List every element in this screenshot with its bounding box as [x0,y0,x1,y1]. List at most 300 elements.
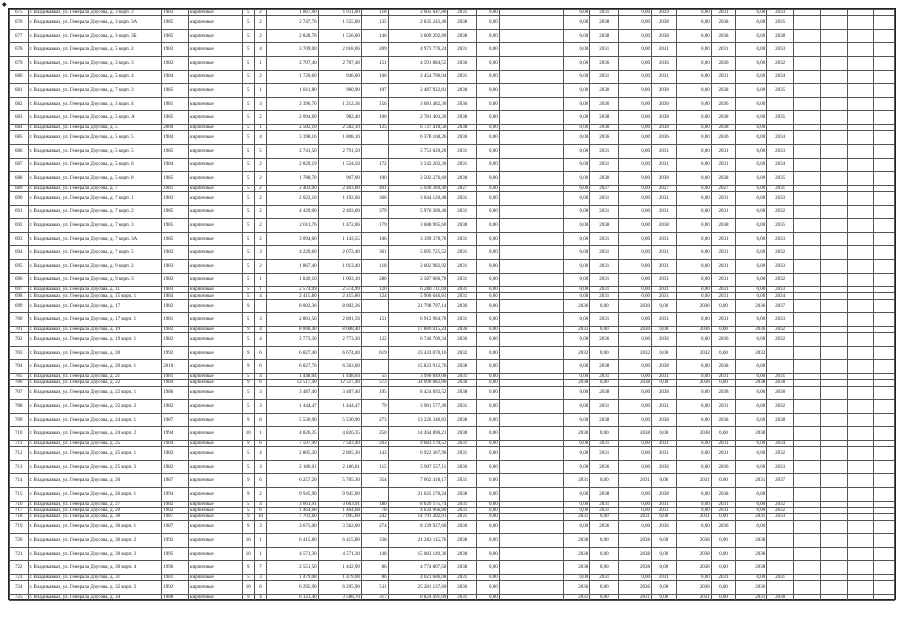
cell-y1: 2038 [448,488,477,502]
cell-cost: 34 090 082,86 [388,380,448,386]
empty-cell [499,427,563,441]
cell-v5: 0,00 [736,97,767,111]
cell-y5: 2038 [767,413,794,427]
empty-cell [794,474,821,488]
cell-v1: 0,00 [477,273,500,287]
cell-v1: 0,00 [477,70,500,84]
cell-v3: 0,00 [619,70,652,84]
cell-y2: 2038 [590,488,619,502]
cell-v5: 2032 [736,346,767,360]
cell-y4: 2038 [711,219,736,233]
cell-cost: 6 912 964,70 [388,313,448,327]
wall-type-cell: кирпичные [189,386,243,400]
empty-cell [794,561,821,575]
cell-people [361,144,388,158]
cell-area2: 1 472,06 [318,219,361,233]
cell-people: 180 [361,501,388,507]
wall-type-cell: кирпичные [189,29,243,43]
empty-cell [820,16,847,30]
empty-cell [847,561,874,575]
cell-y4: 2031 [711,144,736,158]
cell-entr: 4 [254,374,266,380]
cell-y5: 2034 [767,131,794,145]
empty-cell [847,219,874,233]
cell-y5: 2037 [767,299,794,313]
cell-people: 118 [361,10,388,16]
cell-people: 78 [361,507,388,513]
cell-people: 124 [361,293,388,299]
cell-no: 692 [10,219,29,233]
cell-y4: 2038 [711,16,736,30]
cell-y1: 2031 [448,158,477,172]
empty-cell [874,413,895,427]
cell-area2: 6 415,80 [318,534,361,548]
cell-y5: 2032 [767,205,794,219]
cell-v4: 0,00 [676,125,711,131]
cell-v3: 0,00 [619,97,652,111]
cell-v5: 0,00 [736,293,767,299]
cell-no: 712 [10,447,29,461]
cell-v2: 0,00 [563,501,590,507]
cell-v3: 0,00 [619,131,652,145]
empty-cell [847,534,874,548]
cell-y1: 2031 [448,273,477,287]
cell-y4: 2031 [711,232,736,246]
cell-area: 2 801,56 [267,313,318,327]
cell-v4: 0,00 [676,386,711,400]
cell-y5: 2032 [767,326,794,332]
cell-year: 1984 [162,131,189,145]
cell-cost: 21 625 170,24 [388,488,448,502]
cell-y4: 2031 [711,313,736,327]
cell-address: г. Владикавказ, ул. Генерала Дзусова, д. 3 корп. 3А [28,16,162,30]
cell-cost: 3 081 482,30 [388,97,448,111]
cell-people: 143 [361,447,388,461]
cell-y3: 2031 [652,70,677,84]
cell-floors: 5 [242,185,254,191]
cell-v2: 2036 [563,299,590,313]
cell-y3: 2036 [652,460,677,474]
cell-area: 4 420,00 [267,205,318,219]
wall-type-cell: кирпичные [189,313,243,327]
table-row [10,43,895,57]
cell-floors: 5 [242,131,254,145]
cell-v4: 0,00 [676,131,711,145]
cell-v5: 0,00 [736,125,767,131]
cell-v4: 0,00 [676,360,711,374]
cell-area2: 1 524,50 [318,158,361,172]
cell-y4: 2031 [711,10,736,16]
cell-year: 1983 [162,192,189,206]
empty-cell [874,299,895,313]
cell-y3: 0,00 [652,326,677,332]
empty-cell [874,144,895,158]
cell-people: 179 [361,219,388,233]
wall-type-cell: кирпичные [189,219,243,233]
cell-y5: 2035 [767,219,794,233]
cell-v2: 0,00 [563,259,590,273]
cell-cost: 14 264 896,21 [388,427,448,441]
cell-v4: 2036 [676,326,711,332]
wall-type-cell: кирпичные [189,447,243,461]
cell-no: 691 [10,205,29,219]
cell-entr: 4 [254,333,266,347]
cell-v2: 2031 [563,514,590,520]
cell-y1: 2038 [448,547,477,561]
cell-v5: 0,00 [736,43,767,57]
cell-year: 1982 [162,460,189,474]
cell-area2: 4 571,30 [318,547,361,561]
cell-v4: 0,00 [676,232,711,246]
cell-y1: 2038 [448,413,477,427]
cell-floors: 5 [242,246,254,260]
cell-y5: 2033 [767,232,794,246]
cell-address: г. Владикавказ, ул. Генерала Дзусова, д. 7 корп. 3А [28,232,162,246]
empty-cell [794,131,821,145]
cell-address: г. Владикавказ, ул. Генерала Дзусова, д. 30 корп. 2 [28,534,162,548]
cell-y2: 2036 [590,57,619,71]
cell-y2: 0,00 [590,299,619,313]
wall-type-cell: кирпичные [189,144,243,158]
cell-no: 702 [10,333,29,347]
cell-y3: 2038 [652,172,677,186]
cell-area: 7 597,90 [267,441,318,447]
empty-cell [874,400,895,414]
empty-cell [874,70,895,84]
cell-v3: 2036 [619,581,652,595]
cell-no: 697 [10,287,29,293]
cell-people: 286 [361,273,388,287]
cell-v1: 0,00 [477,507,500,513]
cell-entr: 2 [254,172,266,186]
cell-cost: 6 737 418,58 [388,125,448,131]
cell-y5: 2033 [767,287,794,293]
empty-cell [847,386,874,400]
cell-no: 700 [10,313,29,327]
cell-year: 1983 [162,259,189,273]
cell-y3: 2031 [652,259,677,273]
cell-year: 1984 [162,70,189,84]
cell-entr: 4 [254,501,266,507]
cell-v2: 0,00 [563,57,590,71]
cell-v5: 2038 [736,380,767,386]
wall-type-cell: кирпичные [189,287,243,293]
cell-v4: 2038 [676,547,711,561]
cell-no: 698 [10,293,29,299]
empty-cell [847,232,874,246]
cell-no: 716 [10,501,29,507]
cell-no: 696 [10,273,29,287]
cell-year: 1982 [162,273,189,287]
cell-v2: 0,00 [563,520,590,534]
cell-area2: 3 487,40 [318,386,361,400]
cell-no: 711 [10,441,29,447]
empty-cell [847,70,874,84]
cell-area: 1 788,70 [267,172,318,186]
cell-v3: 2038 [619,427,652,441]
empty-cell [499,547,563,561]
cell-v3: 0,00 [619,172,652,186]
cell-v1: 0,00 [477,360,500,374]
table-row [10,594,895,600]
cell-v3: 0,00 [619,84,652,98]
cell-floors: 5 [242,259,254,273]
cell-y2: 2036 [590,97,619,111]
cell-year: 1983 [162,43,189,57]
cell-year: 1988 [162,594,189,600]
empty-cell [499,172,563,186]
wall-type-cell: кирпичные [189,501,243,507]
cell-v4: 0,00 [676,441,711,447]
cell-no: 682 [10,97,29,111]
cell-v3: 0,00 [619,10,652,16]
cell-v5: 0,00 [736,246,767,260]
cell-cost: 15 823 912,76 [388,360,448,374]
cell-y4: 2031 [711,259,736,273]
cell-floors: 5 [242,507,254,513]
cell-v2: 0,00 [563,441,590,447]
cell-area: 2 186,01 [267,460,318,474]
empty-cell [847,144,874,158]
cell-y3: 0,00 [652,547,677,561]
cell-entr: 2 [254,185,266,191]
cell-year: 1987 [162,474,189,488]
cell-y3: 2031 [652,232,677,246]
cell-v1: 0,00 [477,299,500,313]
cell-y3: 0,00 [652,534,677,548]
cell-cost: 15 083 149,36 [388,547,448,561]
cell-area: 2 828,70 [267,29,318,43]
cell-no: 718 [10,514,29,520]
cell-address: г. Владикавказ, ул. Генерала Дзусова, д. 30 корп. 3 [28,547,162,561]
cell-entr: 2 [254,10,266,16]
cell-y5: 2038 [767,386,794,400]
cell-y3: 0,00 [652,299,677,313]
cell-area: 2 741,50 [267,144,318,158]
cell-y4: 2038 [711,125,736,131]
cell-floors: 10 [242,534,254,548]
cell-cost: 21 798 797,14 [388,299,448,313]
cell-y1: 2032 [448,346,477,360]
empty-cell [847,172,874,186]
cell-v2: 0,00 [563,293,590,299]
cell-cost: 3 688 965,60 [388,219,448,233]
cell-y2: 2031 [590,441,619,447]
cell-address: г. Владикавказ, ул. Генерала Дзусова, д. 19 корп. 1 [28,333,162,347]
cell-v4: 0,00 [676,293,711,299]
wall-type-cell: кирпичные [189,488,243,502]
cell-y1: 2038 [448,125,477,131]
cell-address: г. Владикавказ, ул. Генерала Дзусова, д. 25 корп. 3 [28,460,162,474]
cell-y3: 2031 [652,158,677,172]
empty-cell [794,29,821,43]
cell-people: 619 [361,346,388,360]
cell-entr: 10 [254,514,266,520]
empty-cell [847,360,874,374]
cell-floors: 5 [242,144,254,158]
cell-area2: 8 008,40 [318,326,361,332]
cell-area2: 2 707,40 [318,57,361,71]
cell-y2: 2031 [590,259,619,273]
cell-year: 1981 [162,185,189,191]
cell-y1: 2031 [448,594,477,600]
cell-v1: 0,00 [477,29,500,43]
cell-area: 3 398,16 [267,131,318,145]
cell-v5: 0,00 [736,574,767,580]
table-row [10,70,895,84]
wall-type-cell: кирпичные [189,507,243,513]
cell-cost: 6 746 709,34 [388,333,448,347]
cell-y3: 2031 [652,287,677,293]
cell-area2: 1 444,47 [318,400,361,414]
cell-v3: 0,00 [619,111,652,125]
empty-cell [874,547,895,561]
cell-y1: 2031 [448,43,477,57]
empty-cell [874,273,895,287]
empty-cell [820,594,847,600]
cell-y2: 2031 [590,501,619,507]
cell-area2: 1 011,00 [318,10,361,16]
cell-v5: 0,00 [736,10,767,16]
cell-y2: 0,00 [590,474,619,488]
cell-area: 3 675,00 [267,520,318,534]
cell-y2: 0,00 [590,534,619,548]
empty-cell [874,447,895,461]
wall-type-cell: кирпичные [189,413,243,427]
cell-y5: 2034 [767,70,794,84]
table-row [10,400,895,414]
empty-cell [820,232,847,246]
cell-y2: 2038 [590,172,619,186]
cell-address: г. Владикавказ, ул. Генерала Дзусова, д. 5 корп. 6 [28,158,162,172]
cell-entr: 6 [254,441,266,447]
cell-y3: 2031 [652,246,677,260]
cell-v2: 0,00 [563,192,590,206]
cell-entr: 4 [254,131,266,145]
empty-cell [847,413,874,427]
cell-y2: 2038 [590,219,619,233]
cell-entr: 6 [254,581,266,595]
cell-people: 151 [361,57,388,71]
cell-area2: 1 192,66 [318,192,361,206]
empty-cell [874,57,895,71]
empty-cell [820,547,847,561]
cell-v3: 0,00 [619,313,652,327]
cell-area: 6 827,40 [267,346,318,360]
cell-area2: 8 002,36 [318,299,361,313]
cell-year: 1992 [162,346,189,360]
cell-v3: 0,00 [619,400,652,414]
cell-y5: 2031 [767,185,794,191]
cell-no: 676 [10,16,29,30]
cell-v1: 0,00 [477,326,500,332]
cell-y3: 0,00 [652,346,677,360]
cell-floors: 5 [242,501,254,507]
table-row [10,192,895,206]
cell-floors: 5 [242,57,254,71]
empty-cell [794,299,821,313]
cell-y4: 2031 [711,158,736,172]
cell-y5: 2031 [767,574,794,580]
cell-y5: 2032 [767,273,794,287]
table-row [10,447,895,461]
empty-cell [847,259,874,273]
cell-floors: 5 [242,400,254,414]
cell-v4: 0,00 [676,333,711,347]
empty-cell [820,313,847,327]
wall-type-cell: кирпичные [189,273,243,287]
cell-no: 715 [10,488,29,502]
cell-y1: 2038 [448,380,477,386]
cell-no: 689 [10,185,29,191]
cell-v3: 0,00 [619,460,652,474]
cell-y3: 2036 [652,97,677,111]
cell-y3: 2031 [652,43,677,57]
cell-address: г. Владикавказ, ул. Генерала Дзусова, д. 5 корп. 4 [28,70,162,84]
cell-y4: 0,00 [711,380,736,386]
cell-area: 8 008,40 [267,326,318,332]
cell-area: 6 123,40 [267,594,318,600]
table-row [10,313,895,327]
cell-cost: 4 774 807,50 [388,561,448,575]
cell-y1: 2031 [448,313,477,327]
cell-y4: 2031 [711,273,736,287]
table-row [10,246,895,260]
cell-y1: 2036 [448,131,477,145]
cell-y1: 2036 [448,460,477,474]
cell-y3: 2038 [652,488,677,502]
empty-cell [874,534,895,548]
cell-y2: 2031 [590,313,619,327]
cell-entr: 2 [254,219,266,233]
cell-v4: 0,00 [676,219,711,233]
cell-y1: 2036 [448,97,477,111]
empty-cell [847,488,874,502]
cell-no: 713 [10,460,29,474]
cell-v3: 0,00 [619,43,652,57]
empty-cell [794,43,821,57]
cell-year: 1982 [162,299,189,313]
table-row [10,474,895,488]
cell-y3: 2031 [652,313,677,327]
wall-type-cell: кирпичные [189,427,243,441]
empty-cell [499,158,563,172]
cell-v3: 0,00 [619,574,652,580]
empty-cell [499,205,563,219]
cell-v4: 2031 [676,474,711,488]
cell-year: 1985 [162,232,189,246]
cell-area2: 1 143,55 [318,232,361,246]
cell-y1: 2038 [448,219,477,233]
wall-type-cell: кирпичные [189,111,243,125]
empty-cell [847,158,874,172]
cell-y1: 2031 [448,144,477,158]
cell-area: 1 720,60 [267,70,318,84]
cell-area: 6 415,80 [267,534,318,548]
cell-people: 135 [361,16,388,30]
cell-floors: 5 [242,16,254,30]
cell-v3: 0,00 [619,413,652,427]
cell-v5: 0,00 [736,158,767,172]
cell-cost: 8 629 175,74 [388,501,448,507]
cell-cost: 5 936 369,40 [388,185,448,191]
cell-no: 680 [10,70,29,84]
cell-no: 703 [10,346,29,360]
cell-v2: 0,00 [563,185,590,191]
cell-year: 1992 [162,581,189,595]
cell-y4: 2038 [711,172,736,186]
table-row [10,205,895,219]
